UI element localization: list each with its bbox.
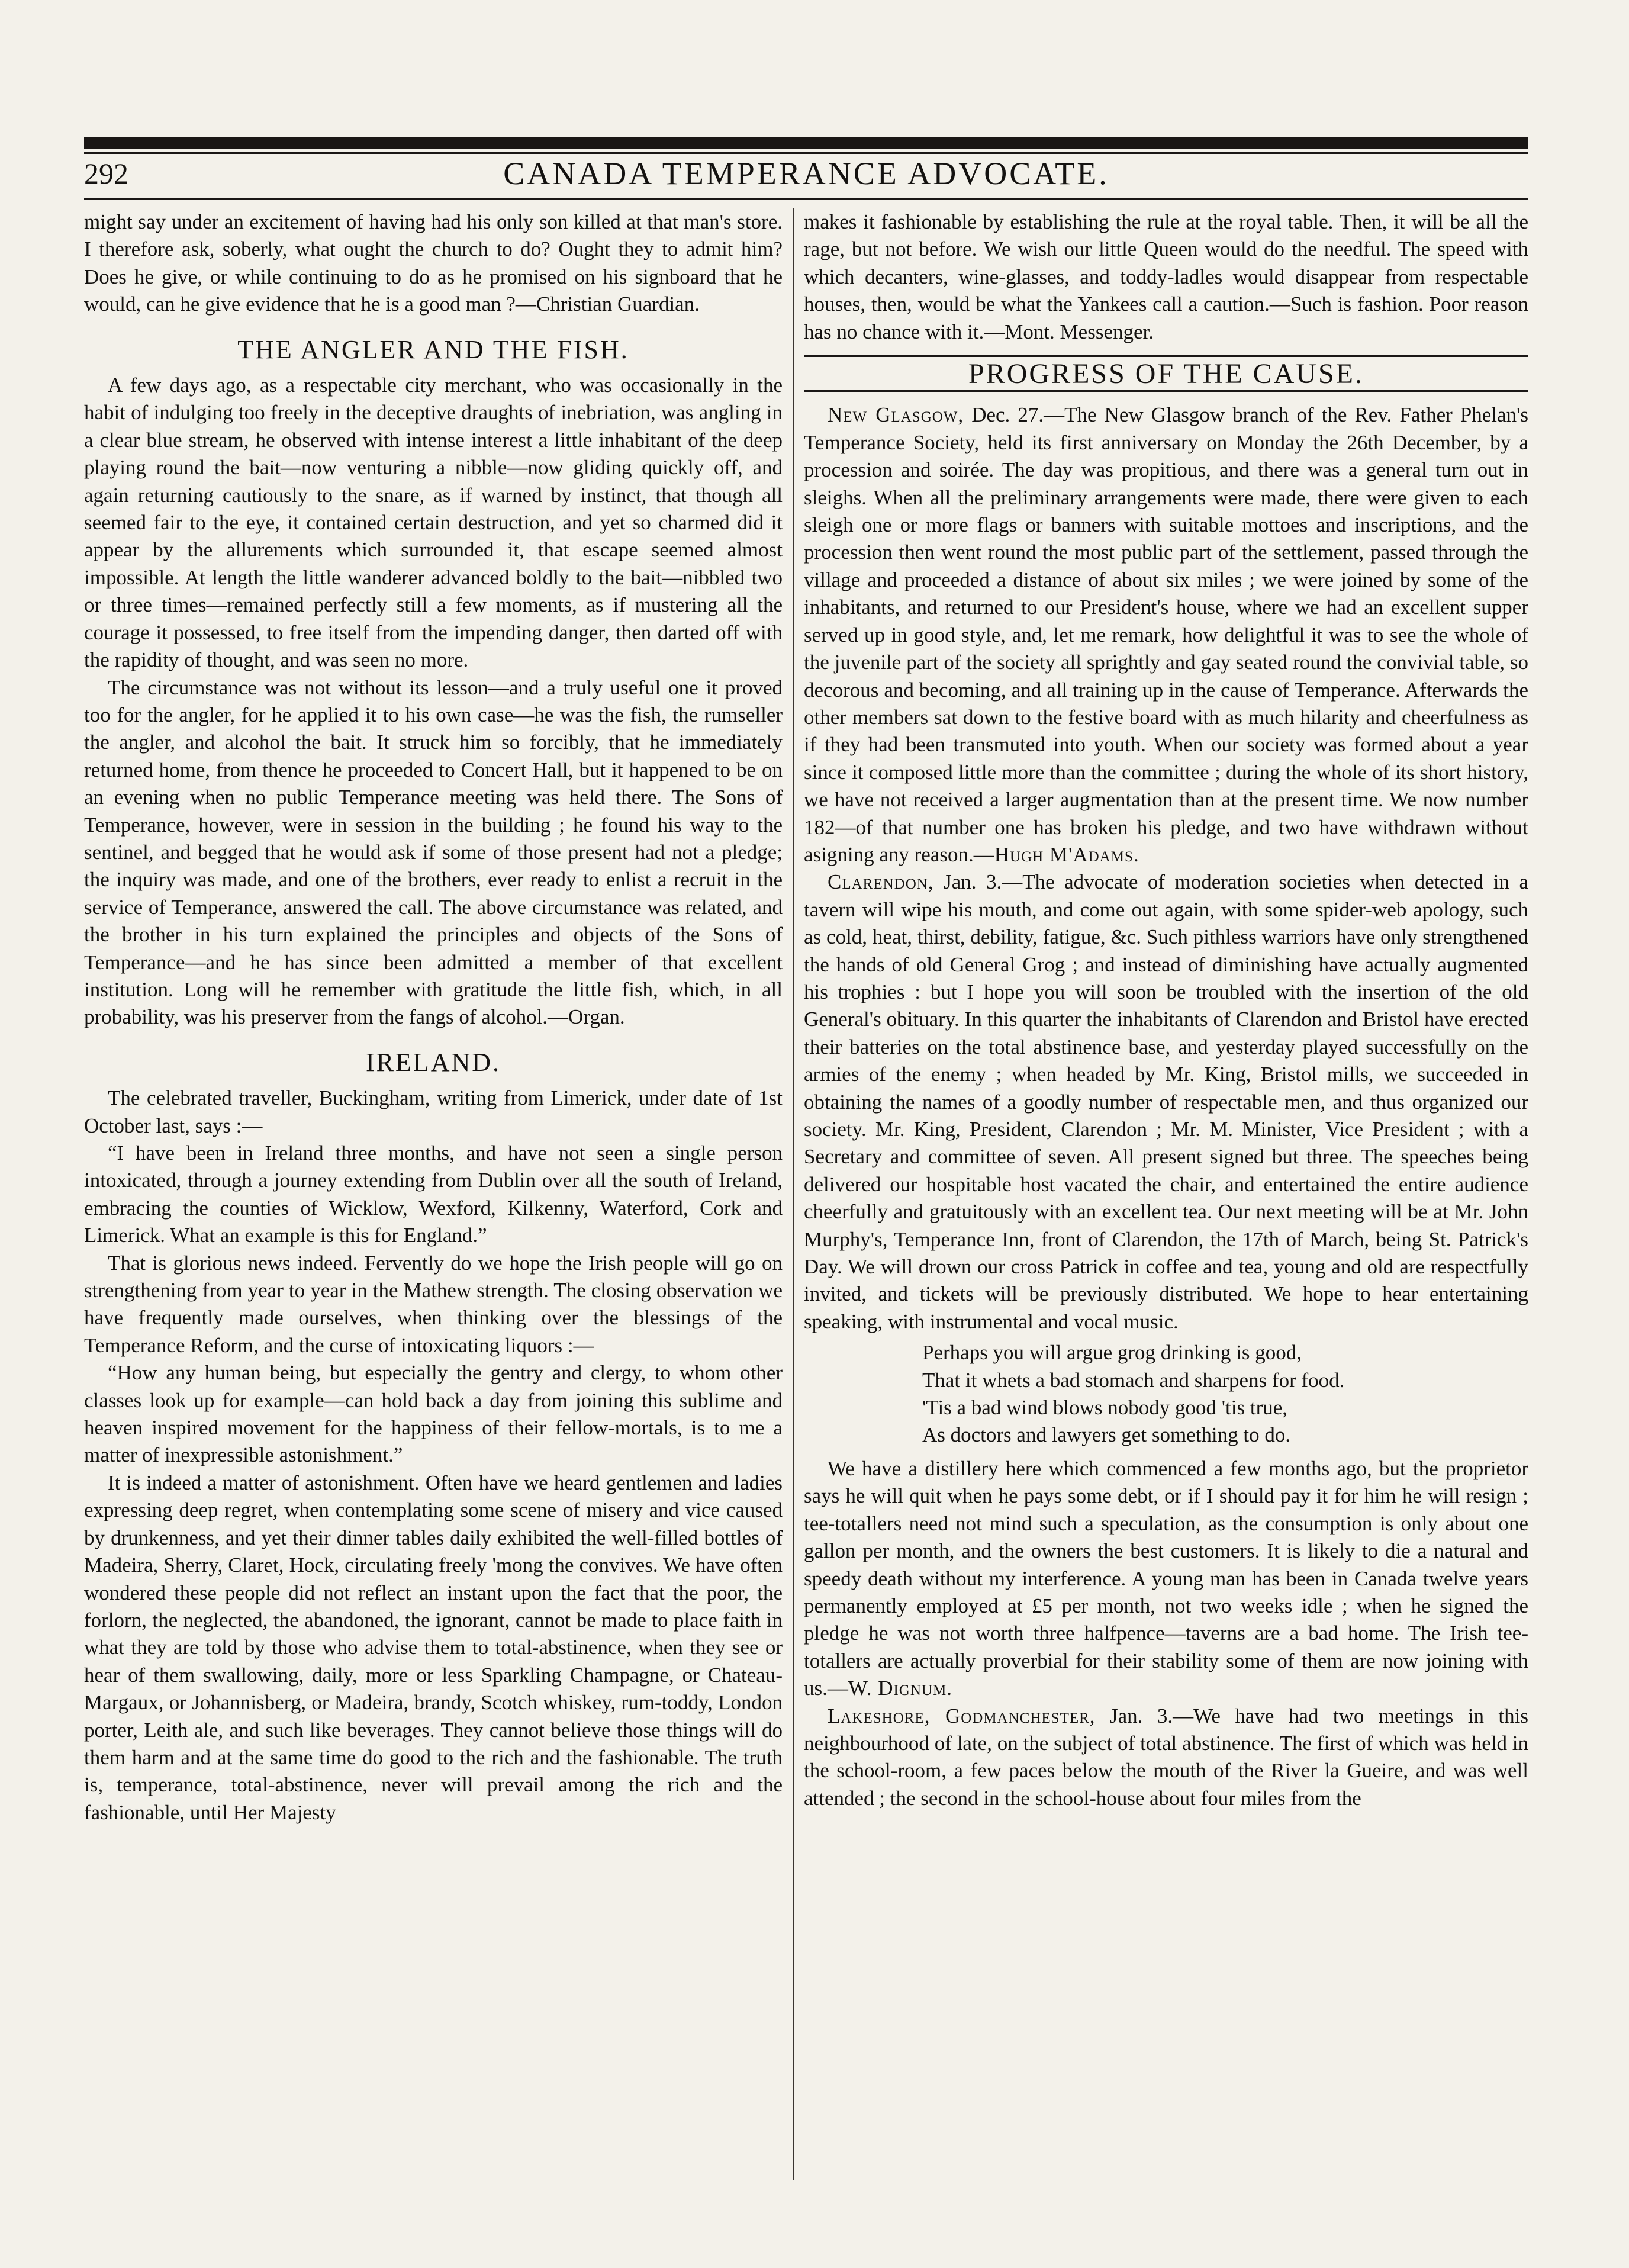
left-continuation-paragraph: might say under an excitement of having had his only son killed at that man's store. I therefore ask, soberly, what ought the church to do? Ought they to admit him? Does he give, or while continuing to do as he promised on his signboard that he would, can he give evidence that he is a good man ?—Christian Guardian. (84, 210, 783, 316)
running-title: CANADA TEMPERANCE ADVOCATE. (503, 156, 1109, 191)
header-rule (84, 198, 1528, 200)
verse-line-4: As doctors and lawyers get something to do. (922, 1423, 1291, 1447)
new-glasgow-report (804, 401, 1528, 868)
lakeshore-place: Lakeshore, Godmanchester, (828, 1704, 1096, 1727)
clarendon-report (804, 868, 1528, 1336)
right-continuation-paragraph: makes it fashionable by establishing the rule at the royal table. Then, it will be all the rage, but not before. We wish our little Queen would do the needful. The speed with which decanters, wine-glasses, and toddy-ladles would disappear from respectable houses, then, would be what the Yankees call a caution.—Such is fashion. Poor reason has no chance with it.—Mont. Messenger. (804, 210, 1528, 343)
angler-paragraph-2: The circumstance was not without its lesson—and a truly useful one it proved too for the angler, for he applied it to his own case—he was the fish, the rumseller the angler, and alcohol the bait. It struck him so forcibly, that he immediately returned home, from thence he proceeded to Concert Hall, but it happened to be on an evening when no public Temperance meeting was held there. The Sons of Temperance, however, were in session in the building ; he found his way to the sentinel, and begged that he would ask if some of those present had not a pledge; the inquiry was made, and one of the brothers, ever ready to enlist a recruit in the service of Temperance, answered the call. The above circumstance was related, and the brother in his turn explained the principles and objects of the Sons of Temperance—and he has since been admitted a member of that excellent institution. Long will he remember with gratitude the little fish, which, in all probability, was his preserver from the fangs of alcohol.—Organ. (84, 675, 783, 1029)
distillery-signature: W. Dignum. (848, 1677, 952, 1700)
angler-heading: THE ANGLER AND THE FISH. (237, 334, 629, 364)
right-column (804, 208, 1528, 1812)
ireland-paragraph-2: That is glorious news indeed. Fervently do we hope the Irish people will go on strengthening from year to year in the Mathew strength. The closing observation we have frequently made ourselves, when thinking over the blessings of the Temperance Reform, and the curse of intoxicating liquors :— (84, 1251, 783, 1357)
angler-paragraph-1: A few days ago, as a respectable city merchant, who was occasionally in the habit of indulging too freely in the deceptive draughts of inebriation, was angling in a clear blue stream, he observed with intense interest a little inhabitant of the deep playing round the bait—now venturing a nibble—now gliding quickly off, and again returning cautiously to the snare, as if warned by instinct, that though all seemed fair to the eye, it contained certain destruction, and yet so charmed did it appear by the allurements which surrounded it, that escape seemed almost impossible. At length the little wanderer advanced boldly to the bait—nibbled two or three times—remained perfectly still a few moments, as if mustering all the courage it possessed, to free itself from the impending danger, then darted off with the rapidity of thought, and was seen no more. (84, 374, 783, 672)
new-glasgow-text: Dec. 27.—The New Glasgow branch of the Rev. Father Phelan's Temperance Society, held its first anniversary on Monday the 26th December, by a procession and soirée. The day was propitious, and there was a general turn out in sleighs. When all the preliminary arrangements were made, there were given to each sleigh one or more flags or banners with suitable mottoes and inscriptions, and the procession then went round the most public part of the settlement, passed through the village and proceeded a distance of about six miles ; we were joined by some of the inhabitants, and returned to our President's house, where we had an excellent supper served up in good style, and, let me remark, how delightful it was to see the whole of the juvenile part of the society all sprightly and gay seated round the convivial table, so decorous and becoming, and all training up in the cause of Temperance. Afterwards the other members sat down to the festive board with as much hilarity and cheerfulness as if they had been transmuted into youth. When our society was formed about a year since it composed little more than the committee ; during the whole of its short history, we have not received a larger augmentation than at the present time. We now number 182—of that number one has broken his pledge, and two have withdrawn without asigning any reason.— (804, 403, 1528, 866)
ireland-quote-1: “I have been in Ireland three months, and have not seen a single person intoxicated, through a journey extending from Dublin over all the south of Ireland, embracing the counties of Wicklow, Wexford, Kilkenny, Waterford, Cork and Limerick. What an example is this for England.” (84, 1141, 783, 1247)
page-header (84, 155, 1528, 192)
new-glasgow-place: New Glasgow, (828, 403, 964, 427)
verse-line-1: Perhaps you will argue grog drinking is good, (922, 1341, 1302, 1365)
ireland-quote-2: “How any human being, but especially the gentry and clergy, to whom other classes look up for example—can hold back a day from joining this sublime and heaven inspired movement for the happiness of their fellow-mortals, is to me a matter of inexpressible astonishment.” (84, 1361, 783, 1467)
ireland-paragraph-1: The celebrated traveller, Buckingham, writing from Limerick, under date of 1st October last, says :— (84, 1086, 783, 1137)
page-number: 292 (84, 157, 128, 190)
top-thick-rule (84, 137, 1528, 149)
verse-line-2: That it whets a bad stomach and sharpens for food. (922, 1368, 1345, 1392)
column-divider (793, 208, 794, 2180)
verse-block (804, 1339, 1528, 1449)
new-glasgow-signature: Hugh M'Adams. (994, 842, 1139, 866)
clarendon-text: Jan. 3.—The advocate of moderation societies when detected in a tavern will wipe his mouth, and come out again, with some spider-web apology, such as cold, heat, thirst, debility, fatigue, &c. Such pithless warriors have only strengthened the hands of old General Grog ; and instead of diminishing have actually augmented his trophies : but I hope you will soon be troubled with the insertion of the old General's obituary. In this quarter the inhabitants of Clarendon and Bristol have erected their batteries on the total abstinence base, and yesterday played successfully on the armies of the enemy ; when headed by Mr. King, Bristol mills, we succeeded in obtaining the names of a goodly number of respectable men, and thus organized our society. Mr. King, President, Clarendon ; Mr. M. Minister, Vice President ; with a Secretary and committee of seven. All present signed but three. The speeches being delivered our hospitable host vacated the chair, and entertained the entire audience cheerfully and gratuitously with an excellent tea. Our next meeting will be at Mr. John Murphy's, Temperance Inn, front of Clarendon, the 17th of March, being St. Patrick's Day. We will drown our cross Patrick in coffee and tea, young and old are respectfully invited, and tickets will be previously distributed. We hope to hear entertaining speaking, with instrumental and vocal music. (804, 870, 1528, 1333)
distillery-text: We have a distillery here which commenced a few months ago, but the proprietor says he will quit when he pays some debt, or if I should pay it for him he will resign ; tee-totallers need not mind such a speculation, as the consumption is only about one gallon per month, and the owners the best customers. It is likely to die a natural and speedy death without my interference. A young man has been in Canada twelve years permanently employed at £5 per month, not two weeks idle ; when he signed the pledge he was not worth three halfpence—taverns are a bad home. The Irish tee-totallers are actually proverbial for their stability some of them are now joining with us.— (804, 1456, 1528, 1700)
ireland-paragraph-3: It is indeed a matter of astonishment. Often have we heard gentlemen and ladies expressing deep regret, when contemplating some scene of misery and vice caused by drunkenness, and yet their dinner tables daily exhibited the well-filled bottles of Madeira, Sherry, Claret, Hock, circulating freely 'mong the convives. We have often wondered these people did not reflect an instant upon the fact that the poor, the forlorn, the neglected, the abandoned, the ignorant, cannot be made to place faith in what they are told by those who advise them to total-abstinence, when they see or hear of them swallowing, daily, more or less Sparkling Champagne, or Chateau-Margaux, or Johannisberg, or Madeira, brandy, Scotch whiskey, rum-toddy, London porter, Leith ale, and such like beverages. They cannot believe those things will do them harm and at the same time do good to the rich and the fashionable. The truth is, temperance, total-abstinence, never will prevail among the rich and the fashionable, until Her Majesty (84, 1471, 783, 1824)
clarendon-place: Clarendon, (828, 870, 934, 894)
lakeshore-text: Jan. 3.—We have had two meetings in this neighbourhood of late, on the subject of total abstinence. The first of which was held in the school-room, a few paces below the mouth of the River la Gueire, and was well attended ; the second in the school-house about four miles from the (804, 1704, 1529, 1810)
progress-heading: PROGRESS OF THE CAUSE. (804, 355, 1528, 392)
verse-line-3: 'Tis a bad wind blows nobody good 'tis true, (922, 1396, 1288, 1420)
top-thin-rule (84, 152, 1528, 154)
lakeshore-report (804, 1703, 1528, 1813)
ireland-heading: IRELAND. (365, 1047, 501, 1077)
left-column (84, 208, 783, 1826)
distillery-paragraph (804, 1455, 1528, 1703)
